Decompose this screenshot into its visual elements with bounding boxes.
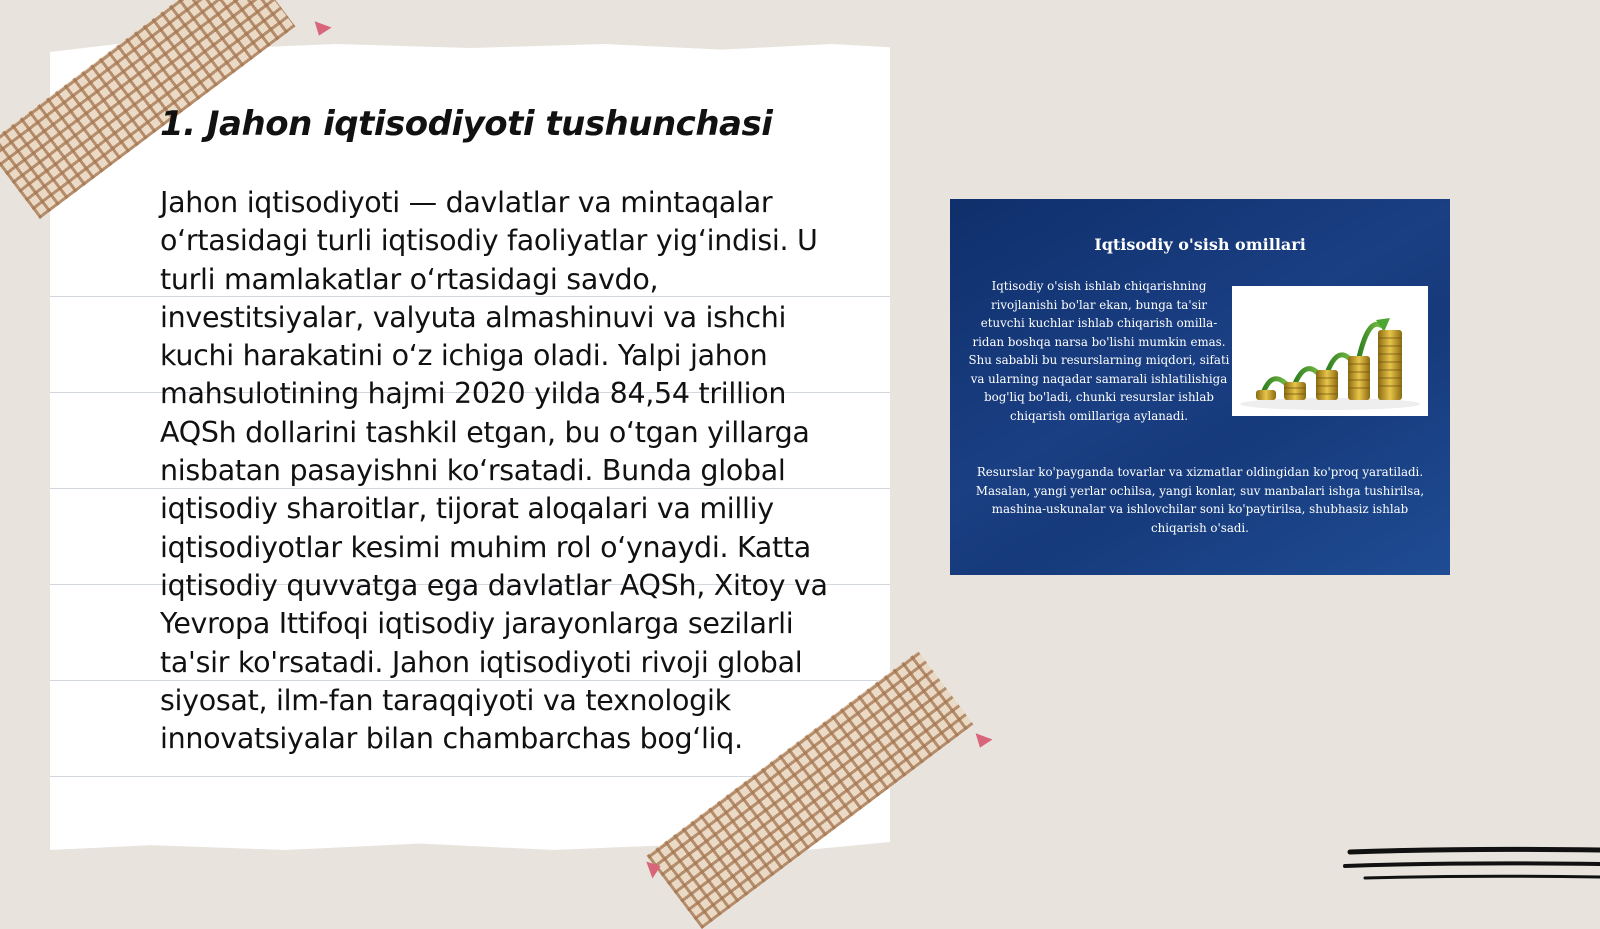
decorative-brush-lines xyxy=(1340,830,1600,900)
pin-marker-icon xyxy=(971,733,992,750)
pin-marker-icon xyxy=(310,21,331,38)
slide-image xyxy=(950,199,1450,575)
page-title: 1. Jahon iqtisodiyoti tushunchasi xyxy=(160,104,773,144)
slide-paragraph-1: Iqtisodiy o'sish ishlab chiqarishning rivojlanishi bo'lar ekan, bunga ta'sir etuvchi kuchlar ishlab chiqarish omilla-ridan boshqa narsa bo'lishi mumkin emas. Shu sababli bu resurslarning miqdori, sifati va ularning naqadar samarali ishlatilishiga bog'liq bo'ladi, chunki resurslar ishlab chiqarish omillariga aylanadi. xyxy=(968,279,1230,423)
slide-title: Iqtisodiy o'sish omillari xyxy=(1094,235,1306,254)
coin-stacks-growth-icon xyxy=(1232,286,1428,416)
body-paragraph: Jahon iqtisodiyoti — davlatlar va mintaqalar o‘rtasidagi turli iqtisodiy faoliyatlar yig‘indisi. U turli mamlakatlar o‘rtasidagi savdo, investitsiyalar, valyuta almashinuvi va ishchi kuchi harakatini o‘z ichiga oladi. Yalpi jahon mahsulotining hajmi 2020 yilda 84,54 trillion AQSh dollarini tashkil etgan, bu o‘tgan yillarga nisbatan pasayishni ko‘rsatadi. Bunda global iqtisodiy sharoitlar, tijorat aloqalari va milliy iqtisodiyotlar kesimi muhim rol o‘ynaydi. Katta iqtisodiy quvvatga ega davlatlar AQSh, Xitoy va Yevropa Ittifoqi iqtisodiy jarayonlarga sezilarli ta'sir ko'rsatadi. Jahon iqtisodiyoti rivoji global siyosat, ilm-fan taraqqiyoti va texnologik innovatsiyalar bilan chambarchas bog‘liq. xyxy=(160,186,828,756)
slide-paragraph-2: Resurslar ko'payganda tovarlar va xizmatlar oldingidan ko'proq yaratiladi. Masalan, yangi yerlar ochilsa, yangi konlar, suv manbalari ishga tushirilsa, mashina-uskunalar va ishlovchilar soni ko'paytirilsa, shubhasiz ishlab chiqarish o'sadi. xyxy=(975,465,1425,535)
